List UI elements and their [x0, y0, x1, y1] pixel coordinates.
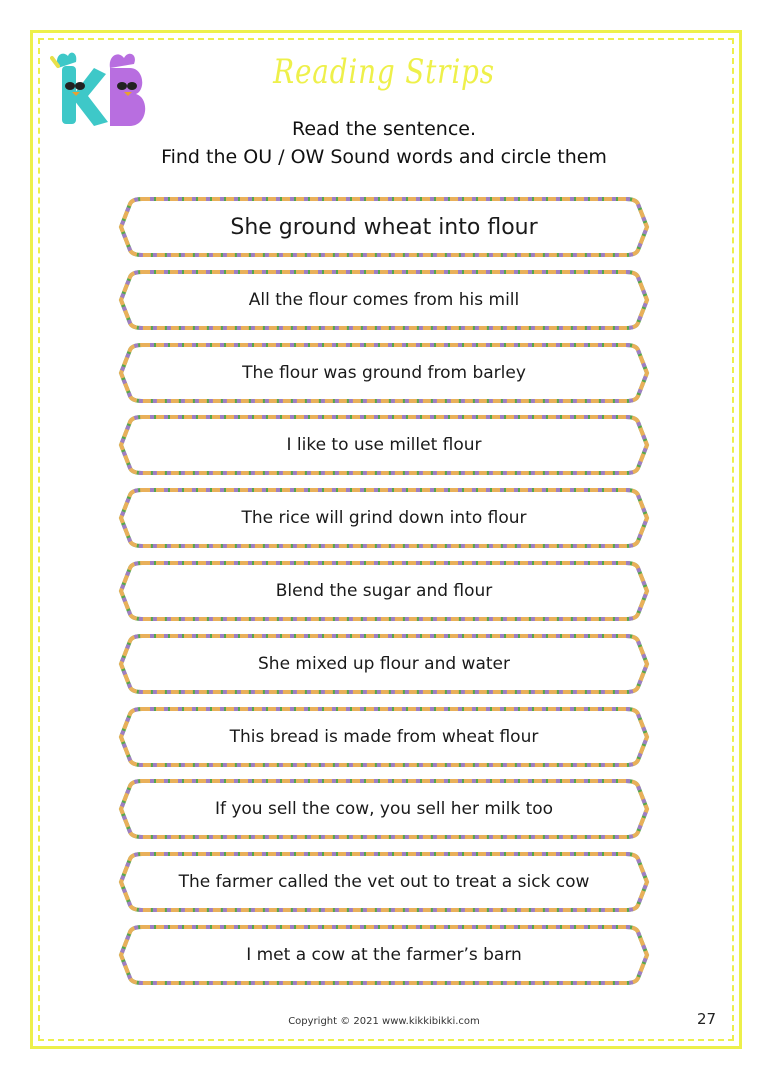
strip-sentence: If you sell the cow, you sell her milk too	[214, 799, 554, 820]
strip-sentence: I met a cow at the farmer’s barn	[246, 944, 522, 965]
reading-strip	[118, 269, 650, 331]
reading-strip	[118, 633, 650, 695]
strip-sentence: All the flour comes from his mill	[248, 289, 520, 310]
reading-strip	[118, 196, 650, 258]
strip-sentence: The rice will grind down into flour	[241, 508, 527, 529]
strip-sentence: She mixed up flour and water	[258, 653, 510, 674]
reading-strip	[118, 342, 650, 404]
reading-strip	[118, 706, 650, 768]
strip-sentence: Blend the sugar and flour	[275, 580, 493, 601]
strip-sentence: This bread is made from wheat flour	[229, 726, 539, 747]
instruction-line-1: Read the sentence.	[292, 118, 476, 140]
instruction-line-2: Find the OU / OW Sound words and circle them	[161, 146, 607, 168]
page-title: Reading Strips	[273, 52, 495, 92]
page-number: 27	[697, 1010, 717, 1028]
reading-strip	[118, 414, 650, 476]
strip-sentence: I like to use millet flour	[286, 435, 482, 456]
reading-strip	[118, 778, 650, 840]
strip-sentence: She ground wheat into flour	[230, 214, 538, 240]
reading-strip	[118, 487, 650, 549]
strip-sentence: The farmer called the vet out to treat a sick cow	[178, 872, 590, 893]
reading-strip	[118, 924, 650, 986]
strip-sentence: The flour was ground from barley	[242, 362, 526, 383]
copyright-notice: Copyright © 2021 www.kikkibikki.com	[288, 1016, 480, 1027]
reading-strips-list	[118, 196, 650, 997]
reading-strip	[118, 851, 650, 913]
reading-strip	[118, 560, 650, 622]
